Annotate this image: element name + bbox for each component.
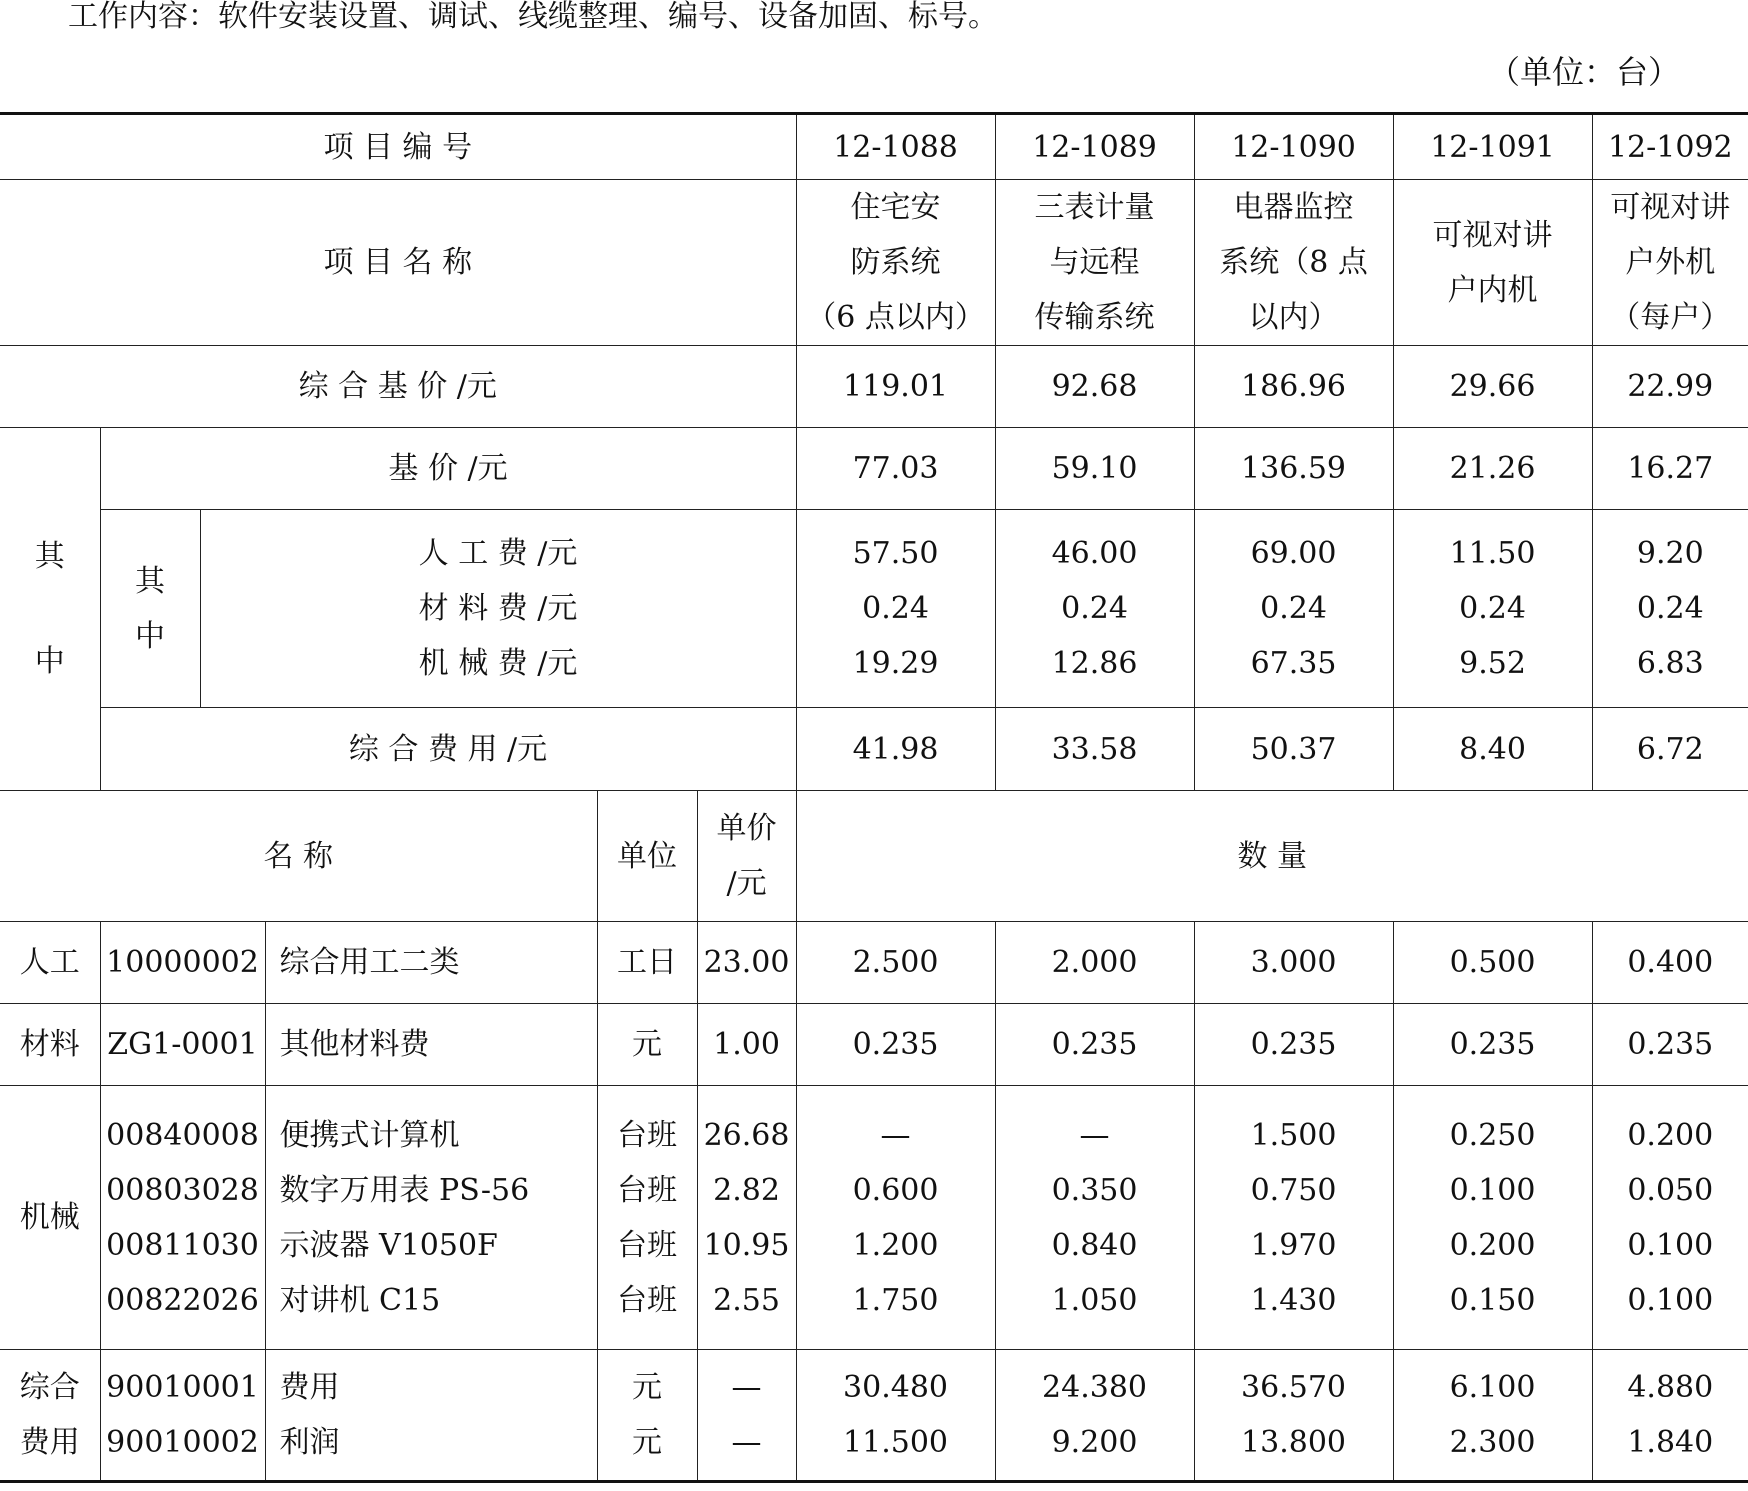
- resource-qty: 0.100: [1449, 1172, 1536, 1208]
- labor-group-row: [0, 922, 1748, 1004]
- overhead-label: 综 合 费 用 /元: [100, 708, 796, 791]
- resource-code: 00803028: [106, 1172, 259, 1208]
- resource-unit: 元: [597, 1004, 697, 1086]
- machine-group-row: [0, 1086, 1748, 1350]
- resource-name-header: 名 称: [0, 791, 597, 922]
- resource-unit: 台班: [617, 1282, 677, 1318]
- resource-qty: 1.840: [1627, 1425, 1714, 1460]
- cost-value: 19.29: [852, 646, 939, 681]
- code-cell: 12-1089: [995, 114, 1194, 180]
- name-row: [0, 180, 1748, 346]
- resource-qty-stack: [1194, 1350, 1393, 1482]
- resource-category: [0, 1350, 100, 1482]
- cost-value: 0.24: [1636, 591, 1704, 626]
- name-line: 可视对讲: [1610, 190, 1731, 225]
- resource-qty: 0.100: [1627, 1227, 1714, 1263]
- resource-code: 90010002: [106, 1425, 259, 1460]
- name-line: 以内）: [1248, 300, 1339, 335]
- work-content: 工作内容：软件安装设置、调试、线缆整理、编号、设备加固、标号。: [68, 0, 998, 34]
- resource-qty: 0.050: [1627, 1172, 1714, 1208]
- resource-code-stack: [100, 1350, 265, 1482]
- cost-cell: [1592, 510, 1748, 708]
- resource-name: 数字万用表 PS-56: [279, 1172, 530, 1208]
- resource-name-stack: [265, 1086, 597, 1350]
- resource-price: 2.82: [713, 1172, 780, 1208]
- name-line: 系统（8 点: [1219, 245, 1368, 280]
- header-line: /元: [726, 866, 767, 901]
- resource-qty: 9.200: [1051, 1425, 1138, 1460]
- resource-price: 26.68: [703, 1117, 790, 1153]
- resource-qty: 1.200: [852, 1227, 939, 1263]
- resource-qty: —: [880, 1117, 911, 1153]
- resource-qty: —: [1079, 1117, 1110, 1153]
- code-cell: 12-1091: [1393, 114, 1592, 180]
- cost-cell: [1194, 510, 1393, 708]
- cost-value: 0.24: [862, 591, 929, 626]
- resource-name: 便携式计算机: [279, 1117, 460, 1153]
- resource-quantity-header: 数 量: [796, 791, 1748, 922]
- material-cost-label: 材 料 费 /元: [418, 591, 578, 626]
- resource-qty: 0.235: [1393, 1004, 1592, 1086]
- cost-value: 9.52: [1459, 646, 1526, 681]
- machine-cost-label: 机 械 费 /元: [418, 646, 578, 681]
- resource-name: 综合用工二类: [265, 922, 597, 1004]
- resource-price: 1.00: [697, 1004, 796, 1086]
- base-label: 基 价 /元: [100, 428, 796, 510]
- base-cell: 136.59: [1194, 428, 1393, 510]
- resource-unit-header: 单位: [597, 791, 697, 922]
- code-row: [0, 114, 1748, 180]
- cost-cell: [796, 510, 995, 708]
- total-cell: 29.66: [1393, 346, 1592, 428]
- code-cell: 12-1088: [796, 114, 995, 180]
- name-line: 户内机: [1447, 272, 1538, 308]
- resource-unit: 台班: [617, 1117, 677, 1153]
- resource-qty-stack: [1194, 1086, 1393, 1350]
- code-cell: 12-1092: [1592, 114, 1748, 180]
- resource-qty: 1.750: [852, 1282, 939, 1318]
- resource-code: 90010001: [106, 1370, 259, 1405]
- resource-qty: 0.200: [1627, 1117, 1714, 1153]
- resource-qty: 0.750: [1250, 1172, 1337, 1208]
- resource-unit: 台班: [617, 1172, 677, 1208]
- resource-qty: 0.235: [796, 1004, 995, 1086]
- category-line: 综合: [19, 1370, 80, 1405]
- resource-price: 23.00: [697, 922, 796, 1004]
- resource-price: 10.95: [703, 1227, 790, 1263]
- name-line: 传输系统: [1034, 300, 1155, 335]
- cost-value: 12.86: [1051, 646, 1138, 681]
- label-char: 中: [135, 618, 165, 654]
- resource-price: —: [731, 1425, 762, 1460]
- resource-qty: 0.150: [1449, 1282, 1536, 1318]
- resource-qty: 0.500: [1393, 922, 1592, 1004]
- resource-qty-stack: [1592, 1350, 1748, 1482]
- total-cell: 92.68: [995, 346, 1194, 428]
- cost-value: 0.24: [1459, 591, 1526, 626]
- cost-cell: [995, 510, 1194, 708]
- cost-value: 0.24: [1061, 591, 1128, 626]
- resource-category: 人工: [0, 922, 100, 1004]
- resource-qty: 0.400: [1592, 922, 1748, 1004]
- resource-qty: 1.430: [1250, 1282, 1337, 1318]
- name-line: 户外机: [1625, 245, 1716, 280]
- label-char: 其: [34, 539, 65, 574]
- resource-price-stack: [697, 1086, 796, 1350]
- resource-name: 利润: [279, 1425, 340, 1460]
- resource-code: 00822026: [106, 1282, 259, 1318]
- resource-qty-stack: [995, 1350, 1194, 1482]
- resource-price: 2.55: [713, 1282, 780, 1318]
- resource-qty: 1.970: [1250, 1227, 1337, 1263]
- name-label: 项 目 名 称: [0, 180, 796, 346]
- labor-cost-label: 人 工 费 /元: [418, 536, 578, 571]
- cost-labels: [200, 510, 796, 708]
- resource-unit: 元: [632, 1370, 662, 1405]
- resource-qty: 0.250: [1449, 1117, 1536, 1153]
- name-line: 电器监控: [1233, 190, 1354, 225]
- total-cell: 22.99: [1592, 346, 1748, 428]
- resource-qty-stack: [796, 1086, 995, 1350]
- resource-qty: 11.500: [843, 1425, 949, 1460]
- unit-note: （单位：台）: [1487, 53, 1680, 91]
- resource-code-stack: [100, 1086, 265, 1350]
- resource-qty: 0.600: [852, 1172, 939, 1208]
- base-row: [0, 428, 1748, 510]
- resource-qty: 1.500: [1250, 1117, 1337, 1153]
- cost-value: 57.50: [852, 536, 939, 571]
- resource-price: —: [731, 1370, 762, 1405]
- resource-qty: 0.100: [1627, 1282, 1714, 1318]
- resource-name: 示波器 V1050F: [279, 1227, 498, 1263]
- resource-qty: 36.570: [1241, 1370, 1347, 1405]
- resource-qty-stack: [796, 1350, 995, 1482]
- code-cell: 12-1090: [1194, 114, 1393, 180]
- overhead-row: [0, 708, 1748, 791]
- name-line: （每户）: [1610, 300, 1731, 335]
- base-cell: 21.26: [1393, 428, 1592, 510]
- name-cell: [1194, 180, 1393, 346]
- resource-qty-stack: [1393, 1086, 1592, 1350]
- cost-value: 69.00: [1250, 536, 1337, 571]
- resource-unit-stack: [597, 1086, 697, 1350]
- overhead-cell: 50.37: [1194, 708, 1393, 791]
- resource-qty: 2.300: [1449, 1425, 1536, 1460]
- resource-qty: 2.000: [995, 922, 1194, 1004]
- total-cell: 186.96: [1194, 346, 1393, 428]
- overhead-cell: 41.98: [796, 708, 995, 791]
- code-label: 项 目 编 号: [0, 114, 796, 180]
- resource-code: 10000002: [100, 922, 265, 1004]
- cost-value: 11.50: [1449, 536, 1536, 571]
- resource-name-stack: [265, 1350, 597, 1482]
- name-cell: [1592, 180, 1748, 346]
- resource-qty: 0.235: [1592, 1004, 1748, 1086]
- resource-name: 对讲机 C15: [279, 1282, 441, 1318]
- name-line: 防系统: [850, 245, 941, 280]
- resource-price-stack: [697, 1350, 796, 1482]
- resource-code: 00811030: [106, 1227, 259, 1263]
- category-line: 费用: [19, 1425, 80, 1460]
- resource-qty: 30.480: [843, 1370, 949, 1405]
- name-line: 三表计量: [1034, 190, 1155, 225]
- cost-value: 46.00: [1051, 536, 1138, 571]
- quota-table: [0, 112, 1748, 1483]
- resource-unit: 元: [632, 1425, 662, 1460]
- resource-unit-stack: [597, 1350, 697, 1482]
- resource-category: 机械: [0, 1086, 100, 1350]
- resource-qty-stack: [1393, 1350, 1592, 1482]
- resource-qty: 6.100: [1449, 1370, 1536, 1405]
- resource-qty: 4.880: [1627, 1370, 1714, 1405]
- material-group-row: [0, 1004, 1748, 1086]
- resource-qty: 0.235: [1194, 1004, 1393, 1086]
- name-cell: [796, 180, 995, 346]
- resource-qty: 0.840: [1051, 1227, 1138, 1263]
- name-line: 住宅安: [850, 190, 941, 225]
- cost-value: 0.24: [1260, 591, 1327, 626]
- resource-code: ZG1-0001: [100, 1004, 265, 1086]
- resource-qty: 0.235: [995, 1004, 1194, 1086]
- name-line: 与远程: [1049, 245, 1140, 280]
- resource-price-header: [697, 791, 796, 922]
- resource-category: 材料: [0, 1004, 100, 1086]
- overhead-group-row: [0, 1350, 1748, 1482]
- name-cell: [1393, 180, 1592, 346]
- cost-breakdown-row: [0, 510, 1748, 708]
- inner-of-which-label: [100, 510, 200, 708]
- total-cell: 119.01: [796, 346, 995, 428]
- cost-value: 9.20: [1636, 536, 1704, 571]
- name-line: 可视对讲: [1432, 217, 1553, 253]
- cost-cell: [1393, 510, 1592, 708]
- resource-qty: 0.200: [1449, 1227, 1536, 1263]
- resource-qty: 2.500: [796, 922, 995, 1004]
- header-line: 单价: [716, 811, 777, 846]
- resource-qty-stack: [1592, 1086, 1748, 1350]
- resource-unit: 台班: [617, 1227, 677, 1263]
- overhead-cell: 33.58: [995, 708, 1194, 791]
- overhead-cell: 6.72: [1592, 708, 1748, 791]
- total-label: 综 合 基 价 /元: [0, 346, 796, 428]
- name-cell: [995, 180, 1194, 346]
- resource-code: 00840008: [106, 1117, 259, 1153]
- name-line: （6 点以内）: [806, 300, 985, 335]
- resource-qty-stack: [995, 1086, 1194, 1350]
- overhead-cell: 8.40: [1393, 708, 1592, 791]
- base-cell: 77.03: [796, 428, 995, 510]
- resource-header-row: [0, 791, 1748, 922]
- base-cell: 16.27: [1592, 428, 1748, 510]
- of-which-label: [0, 428, 100, 791]
- cost-value: 6.83: [1636, 646, 1704, 681]
- resource-qty: 3.000: [1194, 922, 1393, 1004]
- base-cell: 59.10: [995, 428, 1194, 510]
- label-char: 中: [34, 644, 65, 679]
- resource-name: 其他材料费: [265, 1004, 597, 1086]
- label-char: 其: [135, 563, 165, 599]
- resource-name: 费用: [279, 1370, 340, 1405]
- resource-qty: 13.800: [1241, 1425, 1347, 1460]
- resource-qty: 1.050: [1051, 1282, 1138, 1318]
- cost-value: 67.35: [1250, 646, 1337, 681]
- resource-unit: 工日: [597, 922, 697, 1004]
- resource-qty: 0.350: [1051, 1172, 1138, 1208]
- total-row: [0, 346, 1748, 428]
- resource-qty: 24.380: [1042, 1370, 1148, 1405]
